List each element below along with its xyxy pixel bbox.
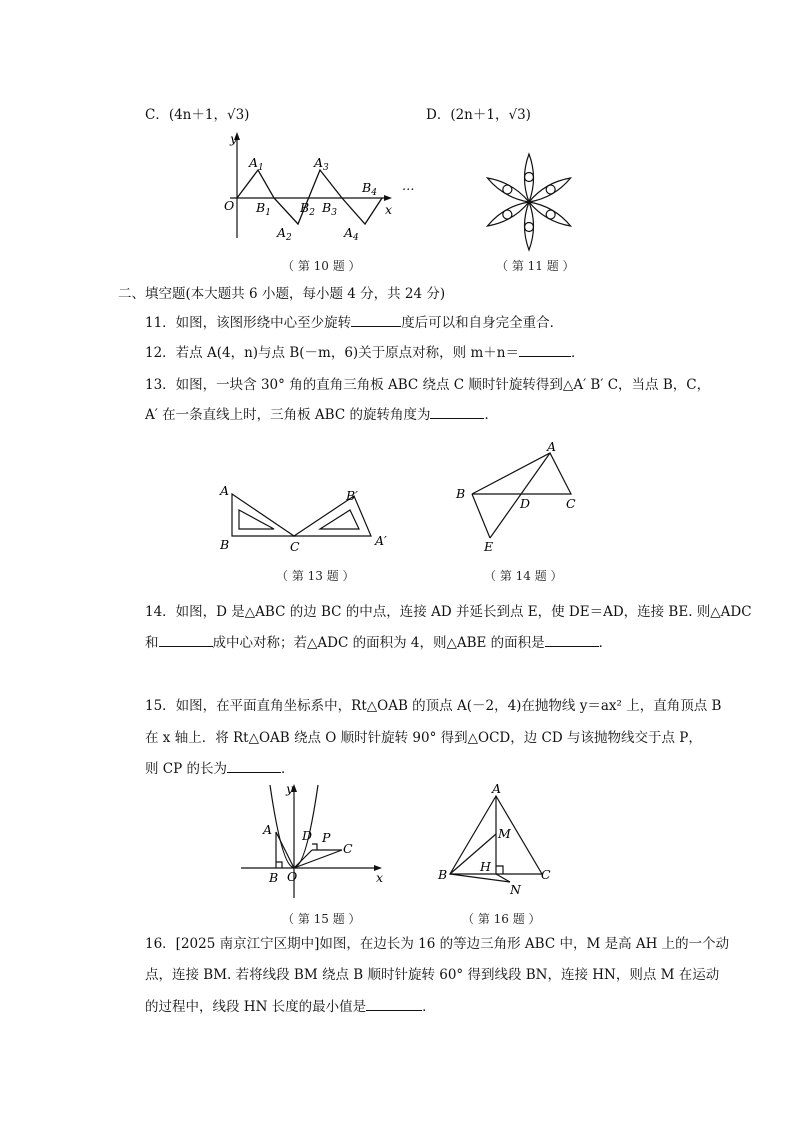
- label-c: C: [290, 539, 300, 554]
- label-e: E: [484, 539, 494, 554]
- blank-13: [430, 406, 484, 419]
- label-dots: …: [402, 178, 415, 193]
- label-d: D: [520, 496, 531, 511]
- question-15-line1: 15．如图，在平面直角坐标系中，Rt△OAB 的顶点 A(－2，4)在抛物线 y＝ax² 上，直角顶点 B: [145, 698, 722, 714]
- label-h: H: [480, 859, 491, 874]
- caption-fig16: （ 第 16 题 ）: [462, 912, 541, 926]
- label-b3: $B_3$: [322, 200, 337, 218]
- right-angle-h: [496, 866, 503, 874]
- triangle-abpc: [294, 496, 371, 536]
- question-11: 11．如图，该图形绕中心至少旋转 度后可以和自身完全重合．: [145, 315, 564, 331]
- label-b-prime: B′: [346, 488, 359, 503]
- question-13-line1: 13．如图，一块含 30° 角的直角三角板 ABC 绕点 C 顺时针旋转得到△A′ B′ C，当点 B，C，: [145, 377, 711, 393]
- option-c: C．(4n＋1，√3): [145, 107, 250, 123]
- question-16-line1: 16．[2025 南京江宁区期中]如图，在边长为 16 的等边三角形 ABC 中，M 是高 AH 上的一个动: [145, 936, 730, 952]
- label-c: C: [343, 841, 353, 856]
- label-d: D: [302, 828, 313, 843]
- blank-14b: [545, 634, 599, 647]
- caption-fig13: （ 第 13 题 ）: [276, 569, 355, 583]
- label-a-prime: A′: [375, 533, 387, 548]
- label-a1: $A_1$: [249, 155, 264, 173]
- label-a4: $A_4$: [344, 225, 359, 243]
- question-16-line3: 的过程中，线段 HN 长度的最小值是 ．: [145, 999, 436, 1015]
- section-header: 二、填空题(本大题共 6 小题，每小题 4 分，共 24 分): [118, 286, 446, 302]
- caption-fig15: （ 第 15 题 ）: [282, 912, 361, 926]
- blank-15: [227, 760, 281, 773]
- blank-16: [366, 998, 422, 1011]
- triangle-abc: [232, 494, 294, 536]
- question-16-line2: 点，连接 BM. 若将线段 BM 绕点 B 顺时针旋转 60° 得到线段 BN，连接 HN，则点 M 在运动: [145, 967, 720, 983]
- label-b4: $B_4$: [362, 180, 377, 198]
- label-y: y: [286, 781, 294, 796]
- label-o: O: [224, 198, 235, 213]
- question-14-line1: 14．如图，D 是△ABC 的边 BC 的中点，连接 AD 并延长到点 E，使 DE＝AD，连接 BE. 则△ADC: [145, 604, 752, 620]
- label-b1: $B_1$: [256, 200, 271, 218]
- label-a: A: [492, 781, 502, 796]
- label-c: C: [566, 496, 576, 511]
- blank-14a: [159, 634, 213, 647]
- right-angle-d: [312, 844, 317, 850]
- right-angle-b: [276, 862, 282, 868]
- label-a2: $A_2$: [277, 225, 292, 243]
- label-p: P: [322, 830, 331, 845]
- option-d: D．(2n＋1，√3): [426, 107, 531, 123]
- label-c: C: [541, 867, 551, 882]
- figure-14-triangle: [452, 440, 582, 556]
- question-13-line2: A′ 在一条直线上时，三角板 ABC 的旋转角度为 ．: [145, 407, 498, 423]
- label-b2: $B_2$: [300, 200, 315, 218]
- label-a: A: [220, 483, 230, 498]
- question-12: 12．若点 A(4，n)与点 B(－m，6)关于原点对称，则 m＋n＝ ．: [145, 345, 585, 361]
- figure-11-flower: [479, 148, 579, 252]
- label-a: A: [547, 440, 557, 454]
- figure-16-equilateral-triangle: [434, 780, 560, 902]
- label-x: x: [376, 870, 384, 885]
- label-b: B: [220, 537, 230, 552]
- label-y: y: [230, 131, 238, 146]
- caption-fig11: （ 第 11 题 ）: [496, 259, 575, 273]
- blank-12: [519, 344, 571, 357]
- petal-1: [525, 154, 534, 202]
- triangle-abc: [472, 453, 571, 494]
- petal-4: [525, 202, 534, 250]
- label-a: A: [263, 822, 273, 837]
- segment-bn: [450, 874, 510, 882]
- label-b: B: [269, 870, 279, 885]
- x-axis-arrow: [384, 195, 392, 201]
- label-b: B: [456, 486, 466, 501]
- question-14-line2: 和 成中心对称；若△ADC 的面积为 4，则△ABE 的面积是 ．: [145, 635, 613, 651]
- label-o: O: [287, 869, 298, 884]
- figure-15-coordinate-parabola: [236, 780, 396, 902]
- question-15-line2: 在 x 轴上．将 Rt△OAB 绕点 O 顺时针旋转 90° 得到△OCD，边 CD 与该抛物线交于点 P，: [145, 730, 702, 746]
- segment-be: [472, 494, 490, 538]
- question-15-line3: 则 CP 的长为 ．: [145, 761, 295, 777]
- figure-13-set-squares: [214, 478, 400, 558]
- figure-10-zigzag-graph: [220, 128, 420, 246]
- label-a3: $A_3$: [314, 155, 329, 173]
- label-x: x: [385, 202, 393, 217]
- triangle-abpc-inner: [320, 510, 359, 529]
- label-n: N: [510, 882, 521, 897]
- segment-od: [294, 850, 312, 868]
- label-m: M: [498, 826, 511, 841]
- caption-fig10: （ 第 10 题 ）: [282, 259, 361, 273]
- label-b: B: [438, 867, 448, 882]
- blank-11: [351, 314, 401, 327]
- caption-fig14: （ 第 14 题 ）: [484, 569, 563, 583]
